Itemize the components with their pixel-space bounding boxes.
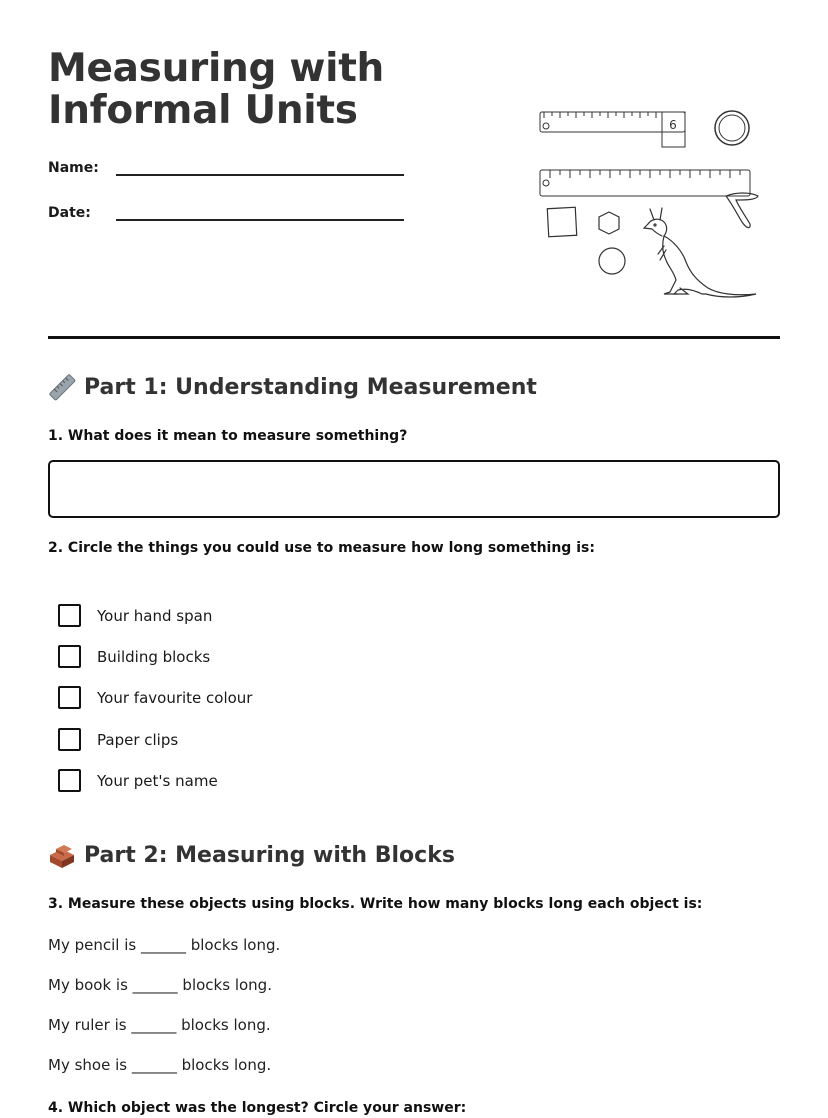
checkbox[interactable] xyxy=(58,645,81,668)
title-line-2: Informal Units xyxy=(48,88,358,133)
part2-heading xyxy=(48,841,455,869)
option-favourite-colour[interactable] xyxy=(58,686,252,709)
question-1: 1. What does it mean to measure something? xyxy=(48,428,408,444)
checkbox[interactable] xyxy=(58,604,81,627)
worksheet-title xyxy=(48,48,468,132)
kangaroo-icon xyxy=(644,208,756,297)
fill-line-shoe: My shoe is ______ blocks long. xyxy=(48,1056,272,1074)
answer-box-q1[interactable] xyxy=(48,460,780,518)
option-label: Paper clips xyxy=(97,730,179,749)
option-label: Your hand span xyxy=(97,606,213,625)
fill-line-ruler: My ruler is ______ blocks long. xyxy=(48,1016,271,1034)
bricks-icon xyxy=(48,841,76,869)
option-label: Building blocks xyxy=(97,647,211,666)
option-hand-span[interactable] xyxy=(58,604,212,627)
name-label: Name: xyxy=(48,160,99,176)
name-field xyxy=(48,160,404,176)
hexagon-icon xyxy=(599,212,619,234)
title-line-1: Measuring with xyxy=(48,46,385,91)
checkbox[interactable] xyxy=(58,728,81,751)
question-4: 4. Which object was the longest? Circle your answer: xyxy=(48,1100,467,1116)
date-label: Date: xyxy=(48,205,91,221)
question-2: 2. Circle the things you could use to measure how long something is: xyxy=(48,540,595,556)
part1-title: Part 1: Understanding Measurement xyxy=(84,374,537,400)
block-square-icon xyxy=(547,207,576,236)
measuring-illustration xyxy=(536,104,766,304)
boomerang-icon xyxy=(726,193,758,228)
option-label: Your pet's name xyxy=(97,771,218,790)
date-line[interactable] xyxy=(116,205,404,221)
fill-line-book: My book is ______ blocks long. xyxy=(48,976,272,994)
section-divider xyxy=(48,336,780,339)
question-3: 3. Measure these objects using blocks. Write how many blocks long each object is: xyxy=(48,896,703,912)
checkbox[interactable] xyxy=(58,686,81,709)
worksheet-header xyxy=(48,48,780,318)
part2-title: Part 2: Measuring with Blocks xyxy=(84,842,455,868)
short-ruler-icon xyxy=(540,112,685,147)
option-paper-clips[interactable] xyxy=(58,728,178,751)
circle-token-icon xyxy=(599,248,625,274)
fill-line-pencil: My pencil is ______ blocks long. xyxy=(48,936,281,954)
option-pets-name[interactable] xyxy=(58,769,218,792)
checkbox[interactable] xyxy=(58,769,81,792)
name-line[interactable] xyxy=(116,160,404,176)
long-ruler-icon xyxy=(540,170,750,196)
date-field xyxy=(48,205,404,221)
ring-icon xyxy=(715,111,749,145)
ruler-icon xyxy=(48,373,76,401)
option-label: Your favourite colour xyxy=(97,688,253,707)
ruler-number: 6 xyxy=(669,118,677,132)
part1-heading xyxy=(48,373,537,401)
option-building-blocks[interactable] xyxy=(58,645,210,668)
